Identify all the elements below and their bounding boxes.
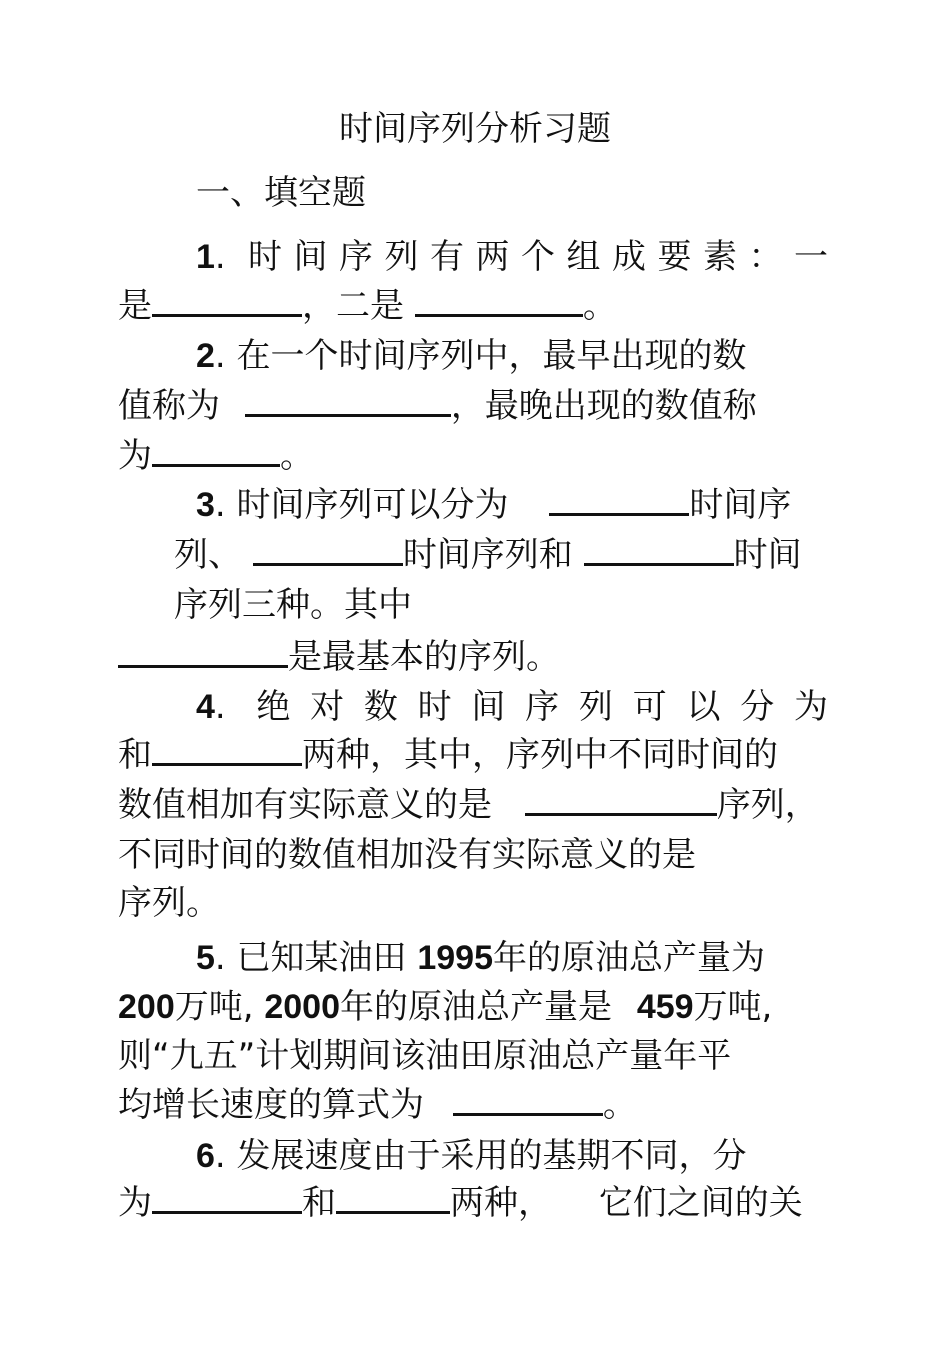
answer-blank[interactable] [152, 434, 280, 467]
q6-line-2: 为 和 两种， 它们之间的关 [118, 1183, 803, 1223]
q2-line-3: 为 。 [118, 436, 314, 476]
q2-line-2: 值称为 ，最晚出现的数值称 [118, 386, 757, 426]
answer-blank[interactable] [453, 1083, 603, 1116]
answer-blank[interactable] [584, 533, 734, 566]
q3-line-3: 序列三种。其中 [174, 585, 412, 625]
q6-number: 6 [196, 1137, 215, 1175]
q2-number: 2 [196, 337, 215, 375]
answer-blank[interactable] [415, 284, 583, 317]
q3-line-2: 列、 时间序列和 时间 [174, 535, 802, 575]
answer-blank[interactable] [549, 483, 689, 516]
answer-blank[interactable] [152, 733, 302, 766]
q3-line-1: 3. 时间序列可以分为 时间序 [196, 485, 792, 525]
answer-blank[interactable] [118, 635, 288, 668]
page-title: 时间序列分析习题 [339, 109, 611, 149]
q2-line-1: 2. 在一个时间序列中，最早出现的数 [196, 336, 747, 376]
answer-blank[interactable] [336, 1181, 450, 1214]
q4-number: 4 [196, 688, 215, 726]
answer-blank[interactable] [253, 533, 403, 566]
answer-blank[interactable] [152, 1181, 302, 1214]
q4-line-4: 不同时间的数值相加没有实际意义的是 [118, 835, 696, 875]
q5-number: 5 [196, 939, 215, 977]
q4-line-5: 序列。 [118, 883, 220, 923]
q5-line-4: 均增长速度的算式为 。 [118, 1085, 637, 1125]
answer-blank[interactable] [525, 783, 717, 816]
q4-line-3: 数值相加有实际意义的是 序列， [118, 785, 819, 825]
section-heading: 一、填空题 [196, 173, 366, 213]
q5-line-2: 200万吨, 2000年的原油总产量是 459万吨, [118, 987, 773, 1027]
q4-line-2: 和 两种，其中，序列中不同时间的 [118, 735, 778, 775]
answer-blank[interactable] [245, 384, 451, 417]
q6-line-1: 6. 发展速度由于采用的基期不同，分 [196, 1136, 747, 1176]
q1-line-1: 1. 时间序列有两个组成要素：一 [196, 237, 829, 277]
q1-number: 1 [196, 238, 215, 276]
q3-line-4: 是最基本的序列。 [118, 634, 560, 680]
q3-number: 3 [196, 486, 215, 524]
q1-line-2: 是 ，二是 。 [118, 286, 617, 326]
q4-line-1: 4. 绝对数时间序列可以分为 [196, 687, 828, 727]
q5-line-1: 5. 已知某油田 1995年的原油总产量为 [196, 938, 765, 978]
answer-blank[interactable] [152, 284, 302, 317]
q5-line-3: 则“九五”计划期间该油田原油总产量年平 [118, 1036, 732, 1076]
